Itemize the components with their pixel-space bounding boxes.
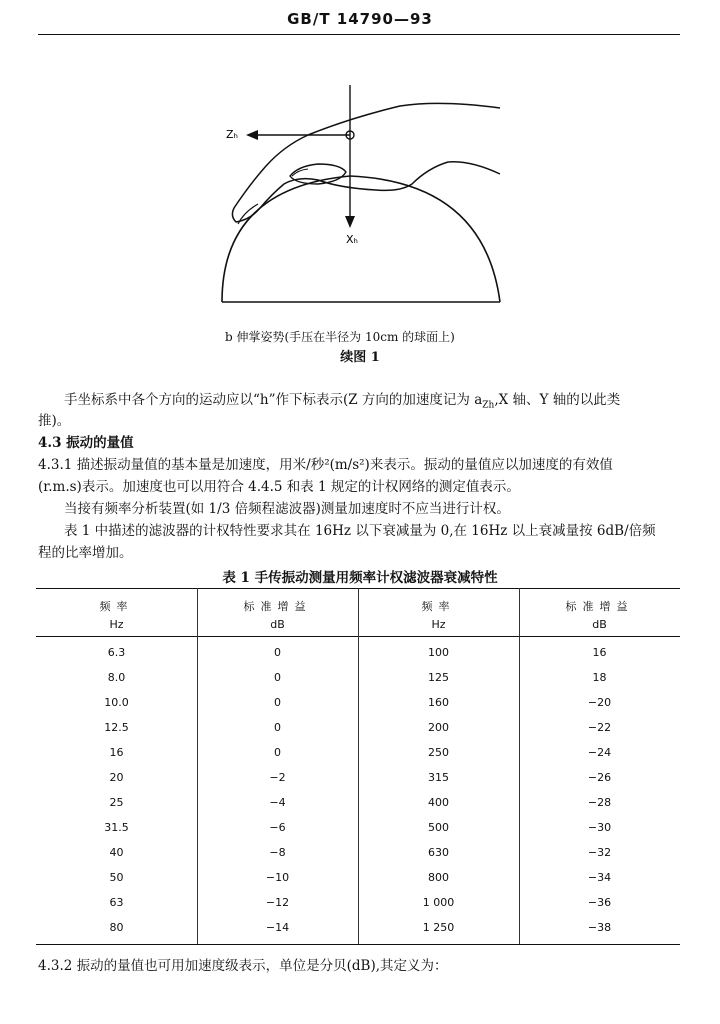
z-axis-label: Zₕ [226, 128, 238, 141]
gain-cell: −2 [269, 771, 286, 784]
frequency-cell: 800 [428, 871, 449, 884]
gain-cell: −38 [587, 921, 612, 934]
frequency-cell: 315 [428, 771, 449, 784]
gain-cell: −14 [265, 921, 290, 934]
header-frequency: 频率 [421, 600, 456, 613]
coordinate-subscript: Zh [482, 400, 495, 411]
gain-cell: −8 [269, 846, 286, 859]
frequency-cell: 1 000 [422, 896, 455, 909]
frequency-cell: 40 [109, 846, 124, 859]
table-intro-line2: 程的比率增加。 [38, 545, 133, 561]
frequency-cell: 6.3 [107, 646, 126, 659]
frequency-cell: 400 [428, 796, 449, 809]
hand-lower-edge [232, 135, 500, 222]
frequency-cell: 31.5 [104, 821, 129, 834]
attenuation-table [36, 588, 680, 946]
table-intro-line1: 表 1 中描述的滤波器的计权特性要求其在 16Hz 以下衰减量为 0,在 16Hz 以上衰减量按 6dB/倍频 [64, 523, 656, 539]
gain-cell: 18 [592, 671, 607, 684]
analyzer-paragraph: 当接有频率分析装置(如 1/3 倍频程滤波器)测量加速度时不应当进行计权。 [64, 501, 510, 517]
gain-cell: 0 [274, 746, 281, 759]
coordinate-text-tail: ,X 轴、Y 轴的以此类 [494, 392, 621, 408]
hand-top-edge [308, 103, 500, 135]
frequency-cell: 80 [109, 921, 124, 934]
standard-code-header: GB/T 14790—93 [287, 10, 433, 28]
frequency-cell: 100 [428, 646, 449, 659]
section-4-3-heading: 4.3 振动的量值 [38, 435, 134, 451]
frequency-cell: 200 [428, 721, 449, 734]
figure-title: 续图 1 [340, 350, 380, 365]
coordinate-text: 手坐标系中各个方向的运动应以“h”作下标表示(Z 方向的加速度记为 a [64, 392, 483, 408]
gain-cell: −4 [269, 796, 286, 809]
gain-cell: −26 [587, 771, 612, 784]
x-axis-arrowhead [345, 216, 355, 228]
gain-cell: 0 [274, 646, 281, 659]
frequency-cell: 125 [428, 671, 449, 684]
frequency-cell: 500 [428, 821, 449, 834]
table-title: 表 1 手传振动测量用频率计权滤波器衰减特性 [222, 570, 498, 586]
section-4-3-1-line1: 4.3.1 描述振动量值的基本量是加速度，用米/秒²(m/s²)来表示。振动的量值应以加速度的有效值 [38, 457, 613, 473]
table-column-divider [358, 588, 359, 944]
frequency-cell: 630 [428, 846, 449, 859]
frequency-cell: 160 [428, 696, 449, 709]
gain-cell: 16 [592, 646, 607, 659]
frequency-cell: 250 [428, 746, 449, 759]
hand-posture-figure [200, 80, 520, 315]
unit-db: dB [592, 618, 607, 631]
gain-cell: −24 [587, 746, 612, 759]
sphere-outline [222, 176, 500, 302]
section-4-3-1-line2: (r.m.s)表示。加速度也可以用符合 4.4.5 和表 1 规定的计权网络的测定值表示。 [38, 479, 520, 495]
unit-db: dB [270, 618, 285, 631]
gain-cell: −28 [587, 796, 612, 809]
gain-cell: −12 [265, 896, 290, 909]
frequency-cell: 12.5 [104, 721, 129, 734]
coordinate-paragraph-line2: 推)。 [38, 413, 71, 429]
coordinate-paragraph-line1 [64, 390, 620, 417]
gain-cell: −10 [265, 871, 290, 884]
header-standard-gain: 标准增益 [243, 600, 312, 613]
hand-on-sphere-drawing [200, 80, 520, 315]
frequency-cell: 20 [109, 771, 124, 784]
gain-cell: −20 [587, 696, 612, 709]
frequency-cell: 16 [109, 746, 124, 759]
gain-cell: −36 [587, 896, 612, 909]
gain-cell: −30 [587, 821, 612, 834]
frequency-cell: 8.0 [107, 671, 126, 684]
header-rule [38, 34, 680, 35]
frequency-cell: 10.0 [104, 696, 129, 709]
section-4-3-2: 4.3.2 振动的量值也可用加速度级表示，单位是分贝(dB),其定义为： [38, 958, 448, 974]
gain-cell: 0 [274, 696, 281, 709]
table-column-divider [197, 588, 198, 944]
gain-cell: 0 [274, 721, 281, 734]
gain-cell: −22 [587, 721, 612, 734]
gain-cell: −32 [587, 846, 612, 859]
unit-hz: Hz [109, 618, 124, 631]
frequency-cell: 1 250 [422, 921, 455, 934]
x-axis-label: Xₕ [346, 233, 358, 246]
figure-caption: b 伸掌姿势(手压在半径为 10cm 的球面上) [225, 330, 455, 344]
frequency-cell: 63 [109, 896, 124, 909]
frequency-cell: 25 [109, 796, 124, 809]
frequency-cell: 50 [109, 871, 124, 884]
z-axis-arrowhead [246, 130, 258, 140]
table-column-divider [519, 588, 520, 944]
gain-cell: 0 [274, 671, 281, 684]
gain-cell: −34 [587, 871, 612, 884]
header-frequency: 频率 [99, 600, 134, 613]
table-bottom-rule [36, 944, 680, 945]
gain-cell: −6 [269, 821, 286, 834]
unit-hz: Hz [431, 618, 446, 631]
header-standard-gain: 标准增益 [565, 600, 634, 613]
